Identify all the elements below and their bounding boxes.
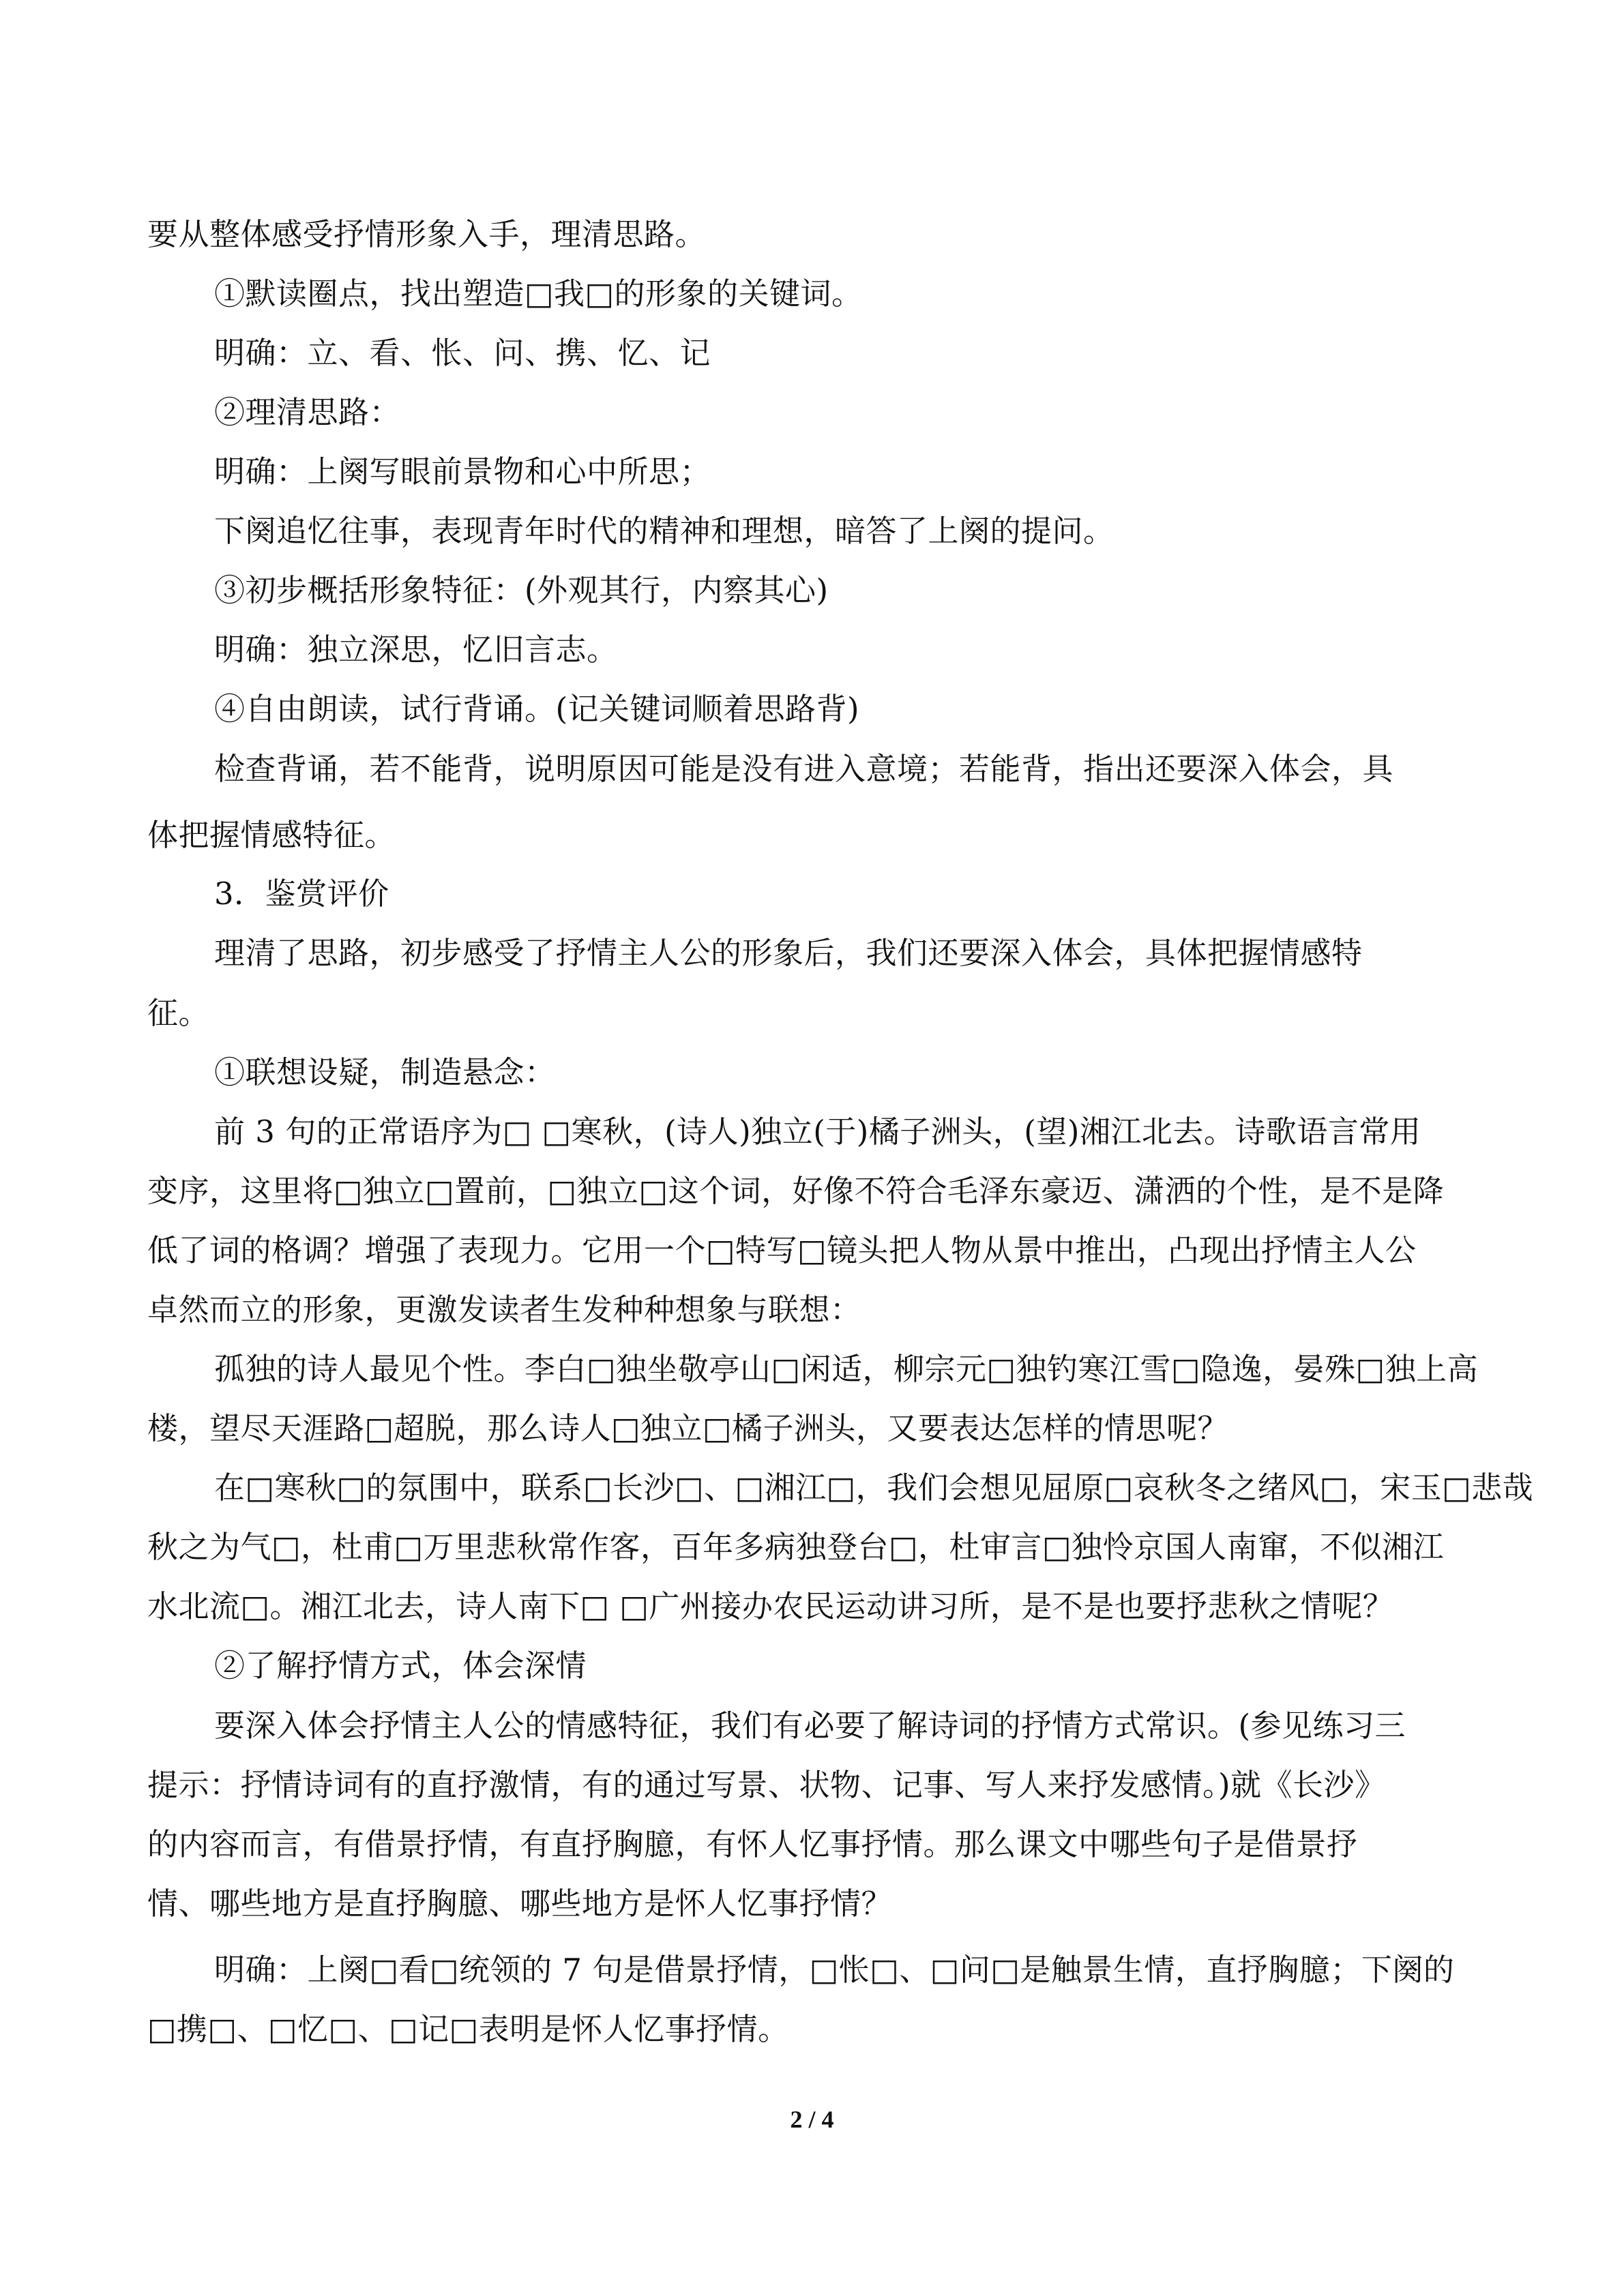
text-line: ②了解抒情方式，体会深情 — [214, 1648, 587, 1684]
text-line: 征。 — [147, 995, 210, 1031]
text-line: 明确：独立深思，忆旧言志。 — [214, 631, 618, 668]
text-line: 在□寒秋□的氛围中，联系□长沙□、□湘江□，我们会想见屈原□哀秋冬之绪风□，宋玉□悲哉 — [214, 1470, 1534, 1506]
text-line: 楼，望尽天涯路□超脱，那么诗人□独立□橘子洲头，又要表达怎样的情思呢？ — [147, 1410, 1229, 1446]
text-line: 水北流□。湘江北去，诗人南下□ □广州接办农民运动讲习所，是不是也要抒悲秋之情呢？ — [147, 1588, 1394, 1624]
text-line: ①联想设疑，制造悬念： — [214, 1054, 556, 1090]
text-line: 卓然而立的形象，更激发读者生发种种想象与联想： — [147, 1292, 861, 1328]
text-line: 明确：上阕写眼前景物和心中所思； — [214, 453, 711, 490]
text-line: □携□、□忆□、□记□表明是怀人忆事抒情。 — [147, 2011, 789, 2047]
text-line: 下阕追忆往事，表现青年时代的精神和理想，暗答了上阕的提问。 — [214, 513, 1114, 549]
text-line: 变序，这里将□独立□置前，□独立□这个词，好像不符合毛泽东豪迈、潇洒的个性，是不是降 — [147, 1173, 1445, 1209]
text-line: 体把握情感特征。 — [147, 817, 396, 853]
text-line: ④自由朗读，试行背诵。(记关键词顺着思路背) — [214, 691, 860, 727]
text-line: ③初步概括形象特征：(外观其行，内察其心) — [214, 572, 829, 608]
page-number: 2 / 4 — [790, 2106, 834, 2133]
text-line: 明确：立、看、怅、问、携、忆、记 — [214, 335, 711, 371]
section-heading: 3．鉴赏评价 — [214, 876, 389, 912]
text-line: 提示：抒情诗词有的直抒激情，有的通过写景、状物、记事、写人来抒发感情。)就《长沙》 — [147, 1767, 1386, 1803]
text-line: ①默读圈点，找出塑造□我□的形象的关键词。 — [214, 275, 863, 312]
text-line: 秋之为气□，杜甫□万里悲秋常作客，百年多病独登台□，杜审言□独怜京国人南窜，不似湘江 — [147, 1529, 1445, 1565]
text-line: 理清了思路，初步感受了抒情主人公的形象后，我们还要深入体会，具体把握情感特 — [214, 935, 1363, 971]
text-line: 明确：上阕□看□统领的 7 句是借景抒情，□怅□、□问□是触景生情，直抒胸臆；下阕的 — [214, 1952, 1455, 1988]
text-line: 前 3 句的正常语序为□ □寒秋，(诗人)独立(于)橘子洲头，(望)湘江北去。诗歌语言常用 — [214, 1114, 1421, 1150]
text-line: 要从整体感受抒情形象入手，理清思路。 — [147, 216, 707, 252]
text-line: 检查背诵，若不能背，说明原因可能是没有进入意境；若能背，指出还要深入体会，具 — [214, 751, 1394, 787]
text-line: 的内容而言，有借景抒情，有直抒胸臆，有怀人忆事抒情。那么课文中哪些句子是借景抒 — [147, 1826, 1358, 1862]
text-line: 孤独的诗人最见个性。李白□独坐敬亭山□闲适，柳宗元□独钓寒江雪□隐逸，晏殊□独上高 — [214, 1351, 1479, 1387]
text-line: 低了词的格调？增强了表现力。它用一个□特写□镜头把人物从景中推出，凸现出抒情主人公 — [147, 1232, 1417, 1268]
text-line: 情、哪些地方是直抒胸臆、哪些地方是怀人忆事抒情？ — [147, 1885, 893, 1922]
text-line: 要深入体会抒情主人公的情感特征，我们有必要了解诗词的抒情方式常识。(参见练习三 — [214, 1708, 1406, 1744]
text-line: ②理清思路： — [214, 394, 401, 430]
